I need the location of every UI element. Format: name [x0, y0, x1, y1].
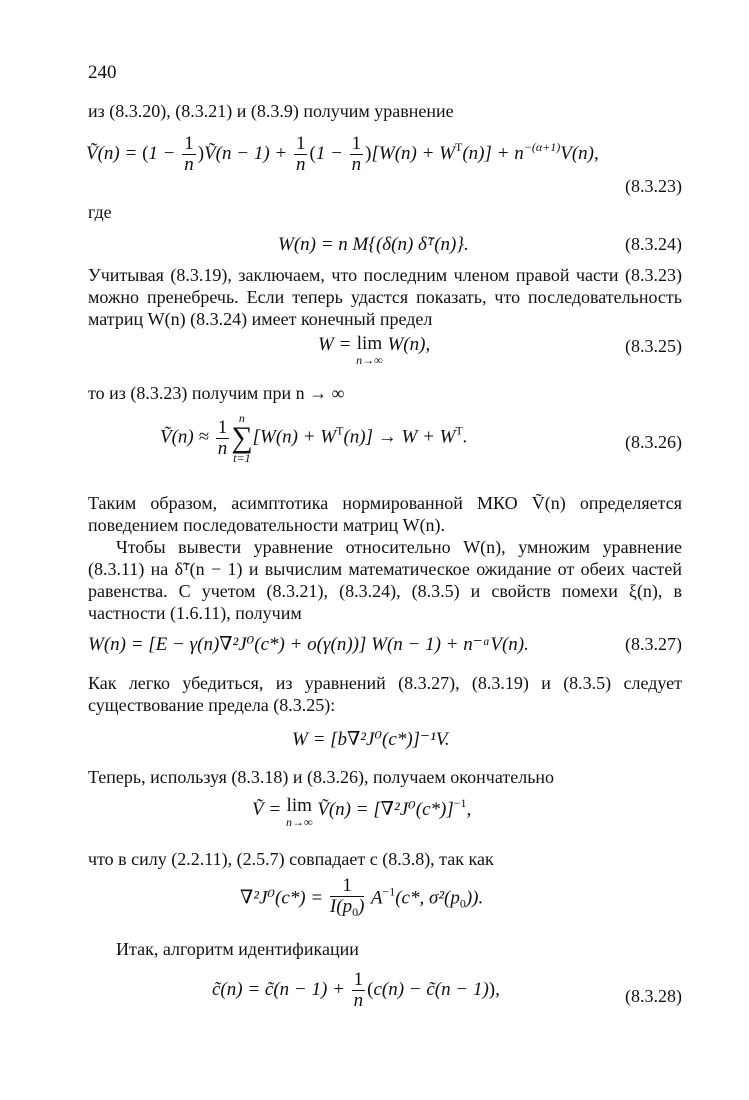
equation-label-8-3-27: (8.3.27) [625, 634, 682, 654]
equation-8-3-25: W = lim n→∞ W(n), [318, 333, 431, 367]
equation-8-3-28: c̃(n) = c̃(n − 1) + $\frac{1}{n}$ (c(n) − c̃(n − 1)), [212, 969, 500, 1011]
equation-8-3-27: W(n) = [E − γ(n)∇²J⁰(c*) + o(γ(n))] W(n − 1) + n⁻ᵅV(n). [88, 634, 529, 655]
paragraph-intro: из (8.3.20), (8.3.21) и (8.3.9) получим уравнение [88, 101, 454, 121]
paragraph-now: Теперь, используя (8.3.18) и (8.3.26), получаем окончательно [88, 767, 555, 787]
equation-label-8-3-24: (8.3.24) [625, 234, 682, 254]
equation-8-3-24: W(n) = n M{(δ(n) δ̃ᵀ(n)}. [278, 234, 469, 255]
paragraph-asymptotics: Таким образом, асимптотика нормированной МКО Ṽ(n) определяется поведением последовательности матриц W(n). [88, 493, 682, 535]
equation-8-3-23: Ṽ(n) = (1 − $\frac{1}{n}$ )Ṽ(n − 1) + $\frac{1}{n}$ (1 − $\frac{1}{n}$ )$[W(n) + W^T(n)] + n^{-(\alpha+1)}V(n)$, [86, 133, 599, 175]
paragraph-so: Итак, алгоритм идентификации [116, 939, 359, 959]
equation-label-8-3-25: (8.3.25) [625, 336, 682, 356]
equation-label-8-3-26: (8.3.26) [625, 432, 682, 452]
paragraph-coincides: что в силу (2.2.11), (2.5.7) совпадает с (8.3.8), так как [88, 849, 494, 869]
equation-hessian: ∇²J⁰(c*) = $\frac{1}{I(p_0)}$ $A^{-1}(c*$, $\sigma^2(p_0)$). [240, 875, 484, 919]
page-number: 240 [88, 62, 117, 83]
equation-limit-w: W = [b∇²J⁰(c*)]⁻¹V. [292, 729, 450, 750]
paragraph-then: то из (8.3.23) получим при n → ∞ [88, 383, 345, 403]
equation-label-8-3-23: (8.3.23) [625, 176, 682, 196]
paragraph-where: где [88, 202, 112, 222]
equation-label-8-3-28: (8.3.28) [625, 986, 682, 1006]
paragraph-derive: Чтобы вывести уравнение относительно W(n), умножим уравнение (8.3.11) на δ̃ᵀ(n − 1) и вычислим математическое ожидание от обеих частей равенства. С учетом (8.3.21), (8.3.24), (8.3.5) и свойств помехи ξ(n), в частности (1.6.11), получим [88, 537, 682, 623]
paragraph-considering: Учитывая (8.3.19), заключаем, что последним членом правой части (8.3.23) можно пренебречь. Если теперь удастся показать, что последовательность матриц W(n) (8.3.24) имеет конечный предел [88, 265, 682, 329]
equation-limit-v: Ṽ = lim n→∞ Ṽ(n) = $[\nabla^2J^0(c*)]^{-1}$, [252, 795, 472, 829]
paragraph-easy: Как легко убедиться, из уравнений (8.3.27), (8.3.19) и (8.3.5) следует существование предела (8.3.25): [88, 673, 682, 715]
equation-8-3-26: Ṽ(n) ≈ $\frac{1}{n}$ n ∑ t=1 $[W(n) + W^T(n)] \to W + W^T$. [160, 411, 468, 465]
